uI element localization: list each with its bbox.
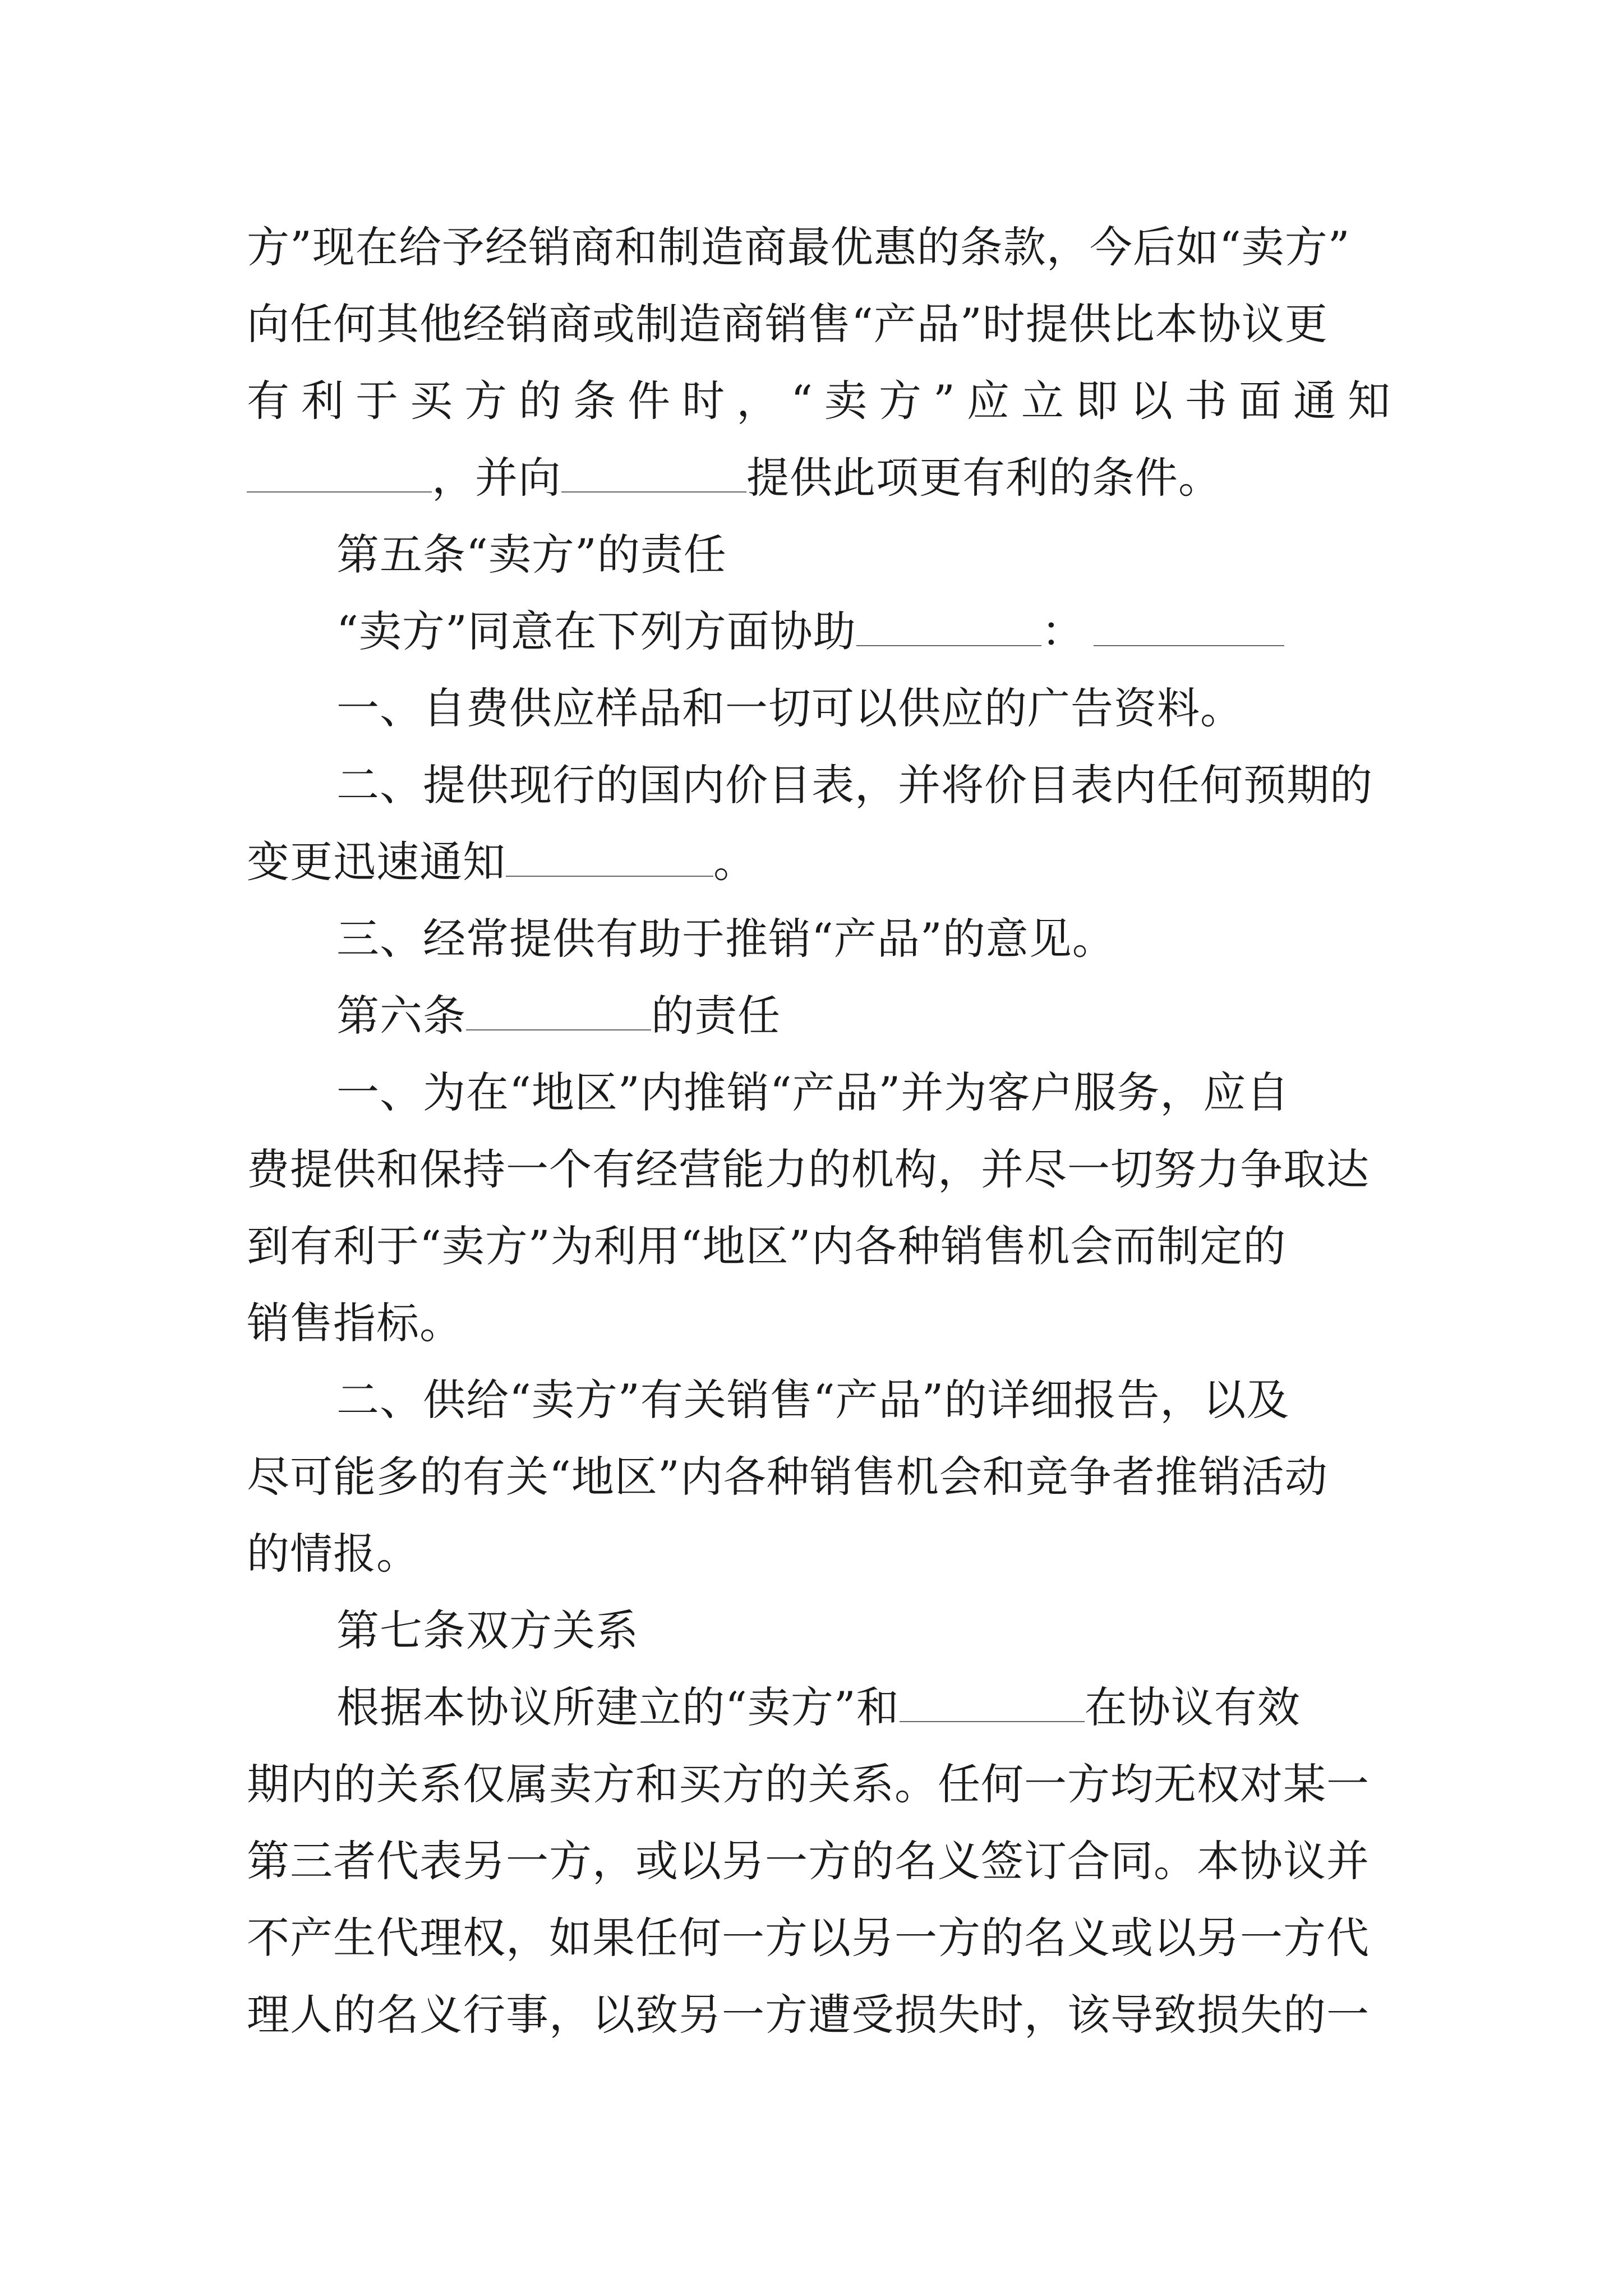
- text-segment: 变更迅速通知: [247, 837, 506, 887]
- paragraph-line: 向任何其他经销商或制造商销售“产品”时提供比本协议更: [247, 299, 1328, 349]
- paragraph-line: 方”现在给予经销商和制造商最优惠的条款，今后如“卖方”: [247, 222, 1350, 272]
- text-segment: ：: [1041, 606, 1085, 656]
- text-segment: 在协议有效: [1084, 1682, 1301, 1732]
- paragraph-line: 销售指标。: [247, 1298, 463, 1348]
- fill-in-blank: [1094, 606, 1284, 646]
- article-heading: 第五条“卖方”的责任: [336, 530, 727, 579]
- article-heading: 第七条双方关系: [336, 1605, 639, 1655]
- paragraph-line: 到有利于“卖方”为利用“地区”内各种销售机会而制定的: [247, 1221, 1287, 1271]
- paragraph-line: 一、为在“地区”内推销“产品”并为客户服务，应自: [336, 1068, 1290, 1117]
- article-heading: [247, 977, 1391, 1054]
- paragraph-line: 理人的名义行事，以致另一方遭受损失时，该导致损失的一: [247, 1990, 1370, 2040]
- paragraph-line: 第三者代表另一方，或以另一方的名义签订合同。本协议并: [247, 1836, 1370, 1886]
- paragraph-line: 费提供和保持一个有经营能力的机构，并尽一切努力争取达: [247, 1144, 1370, 1194]
- text-segment: 根据本协议所建立的“卖方”和: [336, 1682, 900, 1732]
- fill-in-blank: [856, 606, 1041, 646]
- text-segment: 提供此项更有利的条件。: [746, 453, 1221, 503]
- text-segment: ，并向: [432, 453, 561, 503]
- fill-in-blank: [247, 452, 432, 493]
- fill-in-blank: [466, 990, 651, 1030]
- paragraph-line: 三、经常提供有助于推销“产品”的意见。: [336, 914, 1115, 964]
- paragraph-line: [247, 823, 1391, 900]
- paragraph-line: 二、提供现行的国内价目表，并将价目表内任何预期的: [336, 760, 1373, 810]
- paragraph-line: [247, 439, 1391, 516]
- paragraph-line: 期内的关系仅属卖方和买方的关系。任何一方均无权对某一: [247, 1759, 1370, 1809]
- fill-in-blank: [506, 836, 713, 877]
- text-segment: 的责任: [651, 991, 781, 1041]
- paragraph-line: 不产生代理权，如果任何一方以另一方的名义或以另一方代: [247, 1913, 1370, 1963]
- paragraph-line: [247, 1669, 1391, 1746]
- document-page: [247, 209, 1391, 2053]
- paragraph-line: 一、自费供应样品和一切可以供应的广告资料。: [336, 683, 1243, 733]
- fill-in-blank: [900, 1682, 1085, 1722]
- text-segment: 。: [713, 837, 757, 887]
- fill-in-blank: [561, 452, 746, 493]
- paragraph-line: 尽可能多的有关“地区”内各种销售机会和竞争者推销活动: [247, 1452, 1328, 1502]
- paragraph-line: 二、供给“卖方”有关销售“产品”的详细报告，以及: [336, 1375, 1290, 1425]
- paragraph-line: [247, 593, 1391, 670]
- text-segment: 第六条: [336, 991, 466, 1041]
- text-segment: “卖方”同意在下列方面协助: [336, 606, 856, 656]
- paragraph-line: 的情报。: [247, 1529, 419, 1579]
- paragraph-line: 有利于买方的条件时，“卖方”应立即以书面通知: [247, 376, 1391, 426]
